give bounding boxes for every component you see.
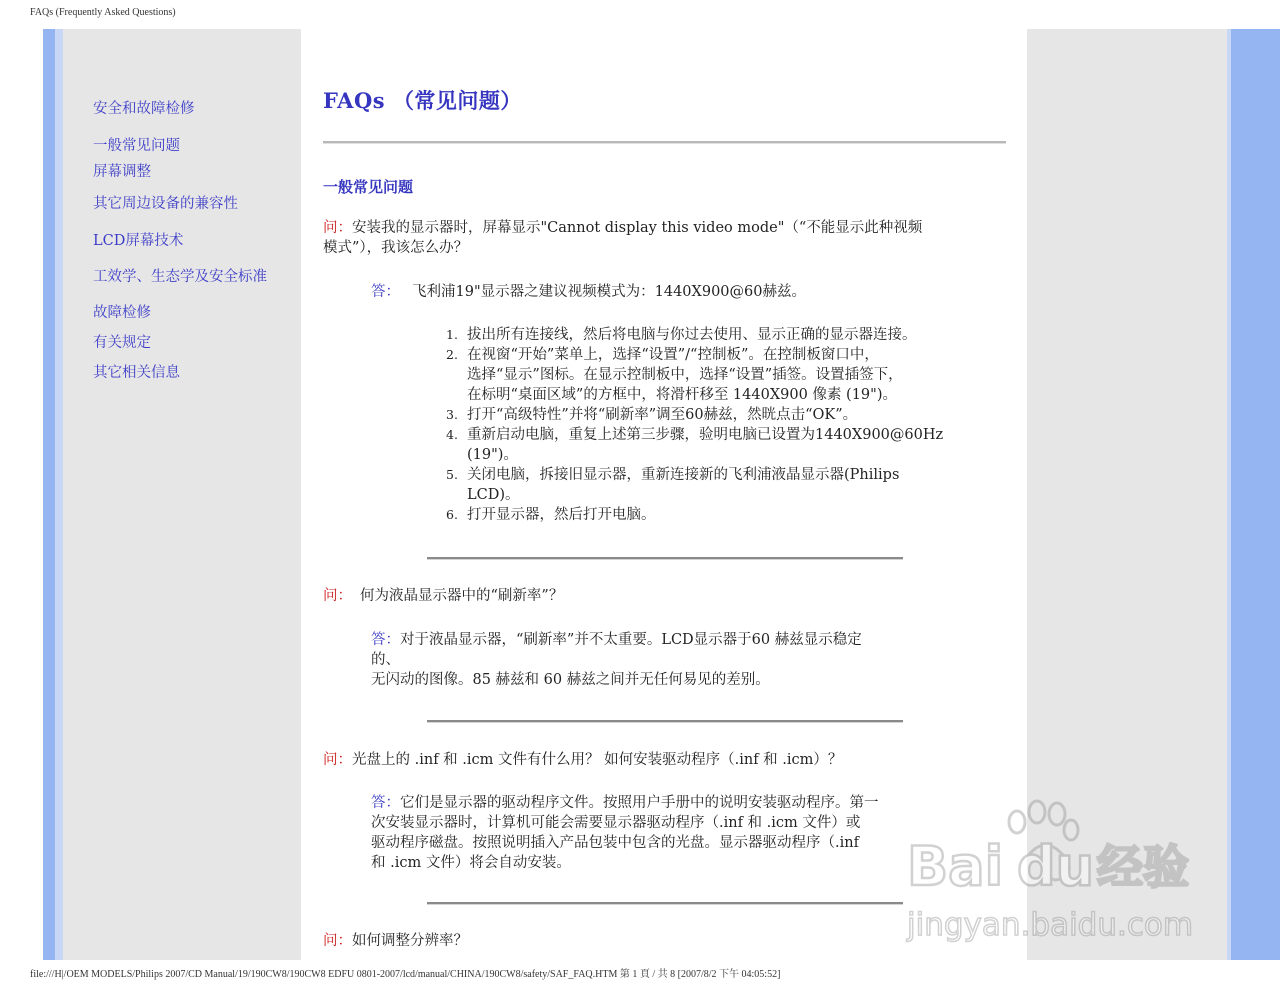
divider [427, 557, 903, 560]
title-rule [323, 141, 1006, 144]
divider [427, 720, 903, 723]
step-number: 4. [446, 427, 458, 442]
list-item [446, 405, 1006, 425]
list-item [446, 505, 1006, 525]
step-text: LCD)。 [467, 487, 520, 503]
nav-link-ergonomics-standards[interactable]: 工效学、生态学及安全标准 [93, 269, 267, 285]
nav-link-lcd-technology[interactable]: LCD屏幕技术 [93, 233, 184, 249]
answer-2-line-1 [371, 630, 971, 650]
step-text: 选择“显示”图标。在显示控制板中，选择“设置”插签。设置插签下， [467, 367, 903, 383]
divider [427, 902, 903, 905]
step-number: 5. [446, 467, 458, 482]
answer-2-text: 的、 [371, 652, 400, 668]
right-side-band [1227, 29, 1280, 960]
answer-3-text: 次安装显示器时，计算机可能会需要显示器驱动程序（.inf 和 .icm 文件）或 [371, 815, 861, 831]
nav-link-safety-troubleshooting[interactable]: 安全和故障检修 [93, 101, 195, 117]
question-4-text: 如何调整分辨率？ [352, 933, 468, 949]
answer-marker: 答： [371, 632, 400, 648]
right-side-band-highlight [1227, 29, 1231, 960]
watermark-brand: Bai [907, 835, 1004, 898]
step-number: 2. [446, 347, 458, 362]
list-item [446, 345, 1006, 405]
step-number: 3. [446, 407, 458, 422]
watermark-tail: 经验 [1097, 840, 1189, 894]
question-marker: 问： [323, 752, 352, 768]
left-side-band-highlight [55, 29, 63, 960]
answer-marker: 答： [371, 284, 400, 300]
nav-link-general-faq[interactable]: 一般常见问题 [93, 138, 180, 154]
answer-2-text: 对于液晶显示器，“刷新率”并不太重要。LCD显示器于60 赫兹显示稳定 [400, 632, 862, 648]
question-1-line-1 [323, 218, 1013, 238]
step-text: 重新启动电脑，重复上述第三步骤，验明电脑已设置为1440X900@60Hz [467, 427, 944, 443]
step-number: 1. [446, 327, 458, 342]
answer-1 [371, 282, 806, 302]
page-title: FAQs （常见问题） [323, 88, 522, 113]
nav-link-screen-adjustment[interactable]: 屏幕调整 [93, 164, 151, 180]
baidu-watermark [905, 790, 1205, 950]
list-item [446, 425, 1006, 465]
nav-link-peripheral-compatibility[interactable]: 其它周边设备的兼容性 [93, 196, 238, 212]
nav-link-regulatory[interactable]: 有关规定 [93, 335, 151, 351]
step-text: 打开显示器，然后打开电脑。 [467, 507, 656, 523]
question-3 [323, 750, 842, 770]
watermark-brand-2: du [1017, 835, 1095, 898]
step-text: 在视窗“开始”菜单上，选择“设置”/“控制板”。在控制板窗口中， [467, 347, 879, 363]
step-text: 打开“高级特性”并将“刷新率”调至60赫兹，然晄点击“OK”。 [467, 407, 858, 423]
question-1-text-line-2: 模式”），我该怎么办？ [323, 240, 469, 256]
print-header: FAQs (Frequently Asked Questions) [30, 7, 176, 18]
answer-1-text: 飞利浦19"显示器之建议视频模式为：1440X900@60赫兹。 [412, 284, 806, 300]
step-number: 6. [446, 507, 458, 522]
step-text: 拔出所有连接线，然后将电脑与你过去使用、显示正确的显示器连接。 [467, 327, 917, 343]
answer-3-text: 和 .icm 文件）将会自动安装。 [371, 855, 571, 871]
answer-3-line-1 [371, 793, 981, 813]
watermark-url: jingyan.baidu.com [907, 907, 1194, 943]
question-3-text: 光盘上的 .inf 和 .icm 文件有什么用？ 如何安装驱动程序（.inf 和 .icm）？ [352, 752, 843, 768]
answer-2-text: 无闪动的图像。85 赫兹和 60 赫兹之间并无任何易见的差别。 [371, 672, 770, 688]
step-text: 在标明“桌面区域”的方框中，将滑杆移至 1440X900 像素 (19")。 [467, 387, 897, 403]
question-2-text: 何为液晶显示器中的“刷新率”？ [360, 588, 564, 604]
question-marker: 问： [323, 220, 352, 236]
steps-list [446, 325, 1006, 525]
answer-3-text: 驱动程序磁盘。按照说明插入产品包装中包含的光盘。显示器驱动程序（.inf [371, 835, 859, 851]
print-footer: file:///H|/OEM MODELS/Philips 2007/CD Manual/19/190CW8/190CW8 EDFU 0801-2007/lcd/manual/CHINA/190CW8/safety/SAF_FAQ.HTM 第 1 頁 / 共 8 [2007/8/2 下午 04:05:52] [30, 969, 781, 980]
question-2 [323, 586, 563, 606]
answer-2 [371, 630, 971, 690]
list-item [446, 465, 1006, 505]
answer-3 [371, 793, 981, 873]
step-text: (19")。 [467, 447, 518, 463]
nav-link-troubleshooting[interactable]: 故障检修 [93, 305, 151, 321]
nav-link-other-info[interactable]: 其它相关信息 [93, 365, 180, 381]
question-marker: 问： [323, 588, 352, 604]
step-text: 关闭电脑，拆接旧显示器，重新连接新的飞利浦液晶显示器(Philips [467, 467, 900, 483]
question-marker: 问： [323, 933, 352, 949]
answer-3-text: 它们是显示器的驱动程序文件。按照用户手册中的说明安装驱动程序。第一 [400, 795, 879, 811]
question-1-text-line-1: 安装我的显示器时，屏幕显示"Cannot display this video mode"（“不能显示此种视频 [352, 220, 923, 236]
question-1 [323, 218, 1013, 258]
question-4 [323, 931, 468, 951]
section-title: 一般常见问题 [323, 178, 414, 196]
answer-marker: 答： [371, 795, 400, 811]
list-item [446, 325, 1006, 345]
